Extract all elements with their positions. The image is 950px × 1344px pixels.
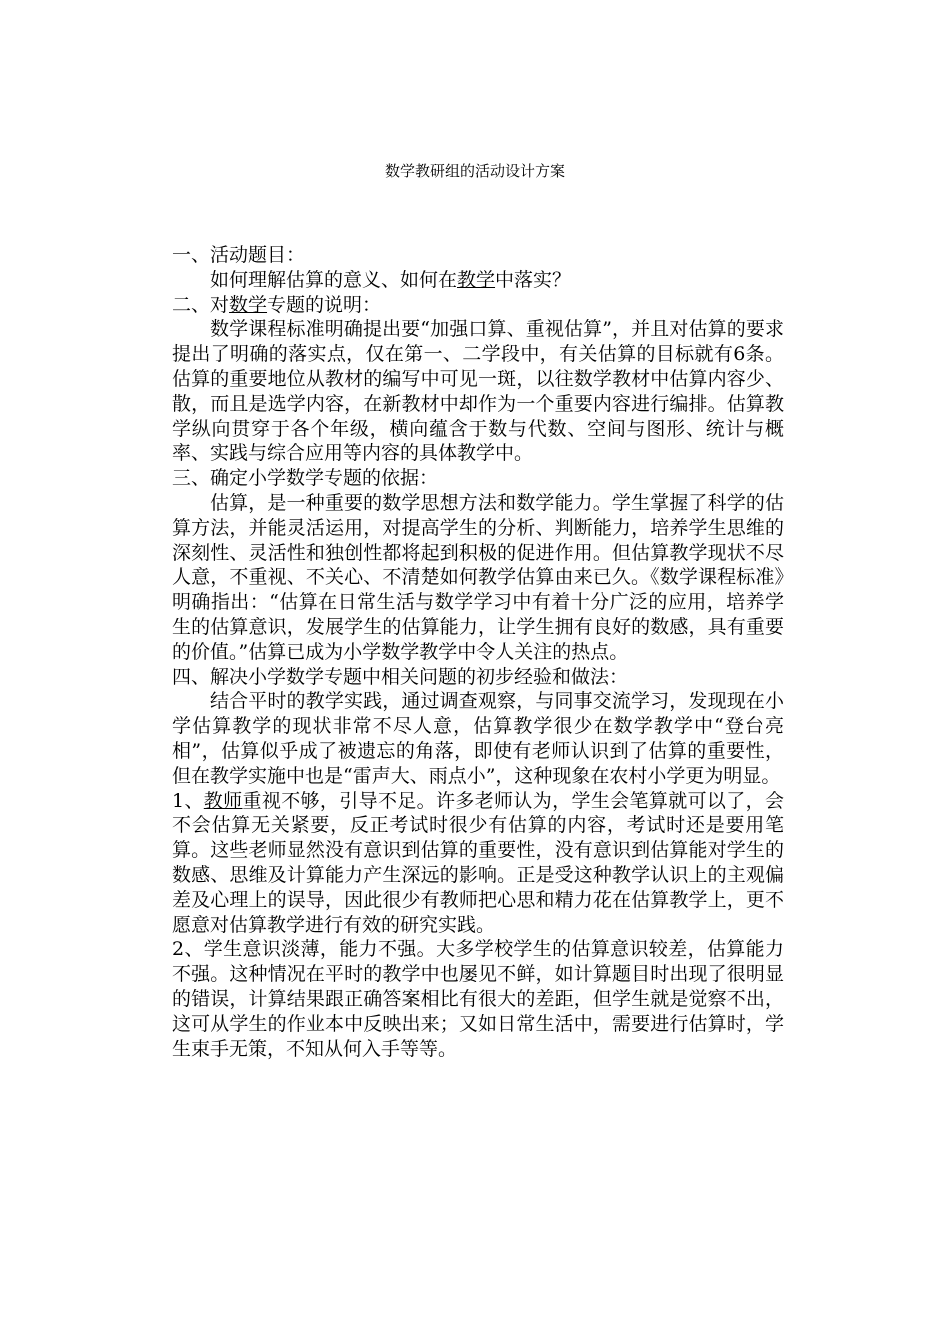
document-body bbox=[172, 243, 784, 1061]
question-text-a: 如何理解估算的意义、如何在 bbox=[210, 268, 458, 291]
section-3-heading: 三、确定小学数学专题的依据： bbox=[172, 467, 439, 490]
item-1-text: 重视不够，引导不足。许多老师认为，学生会笔算就可以了，会不会估算无关紧要，反正考试时很少有估算的内容，考试时还是要用笔算。这些老师显然没有意识到估算的重要性，没有意识到估算能对学生的数感、思维及计算能力产生深远的影响。正是受这种教学认识上的主观偏差及心理上的误导，因此很少有教师把心思和精力花在估算教学上，更不愿意对估算教学进行有效的研究实践。 bbox=[172, 789, 784, 936]
teaching-link[interactable]: 教学 bbox=[457, 268, 496, 291]
item-1-paragraph bbox=[172, 789, 784, 938]
section-2-paragraph: 数学课程标准明确提出要“加强口算、重视估算”，并且对估算的要求提出了明确的落实点，仅在第一、二学段中，有关估算的目标就有6条。估算的重要地位从教材的编写中可见一斑，以往数学教材中估算内容少、散，而且是选学内容，在新教材中却作为一个重要内容进行编排。估算教学纵向贯穿于各个年级，横向蕴含于数与代数、空间与图形、统计与概率、实践与综合应用等内容的具体教学中。 bbox=[172, 318, 784, 465]
document-title: 数学教研组的活动设计方案 bbox=[384, 162, 565, 180]
section-1-heading: 一、活动题目： bbox=[172, 244, 306, 266]
heading-text-a: 二、对 bbox=[172, 293, 230, 316]
item-1-number: 1、 bbox=[172, 789, 204, 812]
section-2-heading bbox=[172, 293, 784, 318]
heading-text-b: 专题的说明： bbox=[267, 293, 382, 316]
teacher-link[interactable]: 教师 bbox=[203, 789, 243, 812]
section-3-paragraph: 估算，是一种重要的数学思想方法和数学能力。学生掌握了科学的估算方法，并能灵活运用，对提高学生的分析、判断能力，培养学生思维的深刻性、灵活性和独创性都将起到积极的促进作用。但估算教学现状不尽人意，不重视、不关心、不清楚如何教学估算由来已久。《数学课程标准》明确指出：“估算在日常生活与数学学习中有着十分广泛的应用，培养学生的估算意识，发展学生的估算能力，让学生拥有良好的数感，具有重要的价值。”估算已成为小学数学教学中令人关注的热点。 bbox=[172, 491, 784, 663]
item-2-paragraph: 2、学生意识淡薄，能力不强。大多学校学生的估算意识较差，估算能力不强。这种情况在平时的教学中也屡见不鲜，如计算题目时出现了很明显的错误，计算结果跟正确答案相比有很大的差距，但学生就是觉察不出，这可从学生的作业本中反映出来；又如日常生活中，需要进行估算时，学生束手无策，不知从何入手等等。 bbox=[172, 938, 784, 1060]
section-4-heading: 四、解决小学数学专题中相关问题的初步经验和做法： bbox=[172, 665, 629, 688]
math-link[interactable]: 数学 bbox=[229, 293, 268, 316]
question-text-b: 中落实？ bbox=[495, 268, 572, 291]
section-4-paragraph: 结合平时的教学实践，通过调查观察，与同事交流学习，发现现在小学估算教学的现状非常不尽人意，估算教学很少在数学教学中“登台亮相”，估算似乎成了被遗忘的角落，即使有老师认识到了估算的重要性，但在教学实施中也是“雷声大、雨点小”，这种现象在农村小学更为明显。 bbox=[172, 690, 784, 787]
section-1-question bbox=[172, 268, 784, 293]
